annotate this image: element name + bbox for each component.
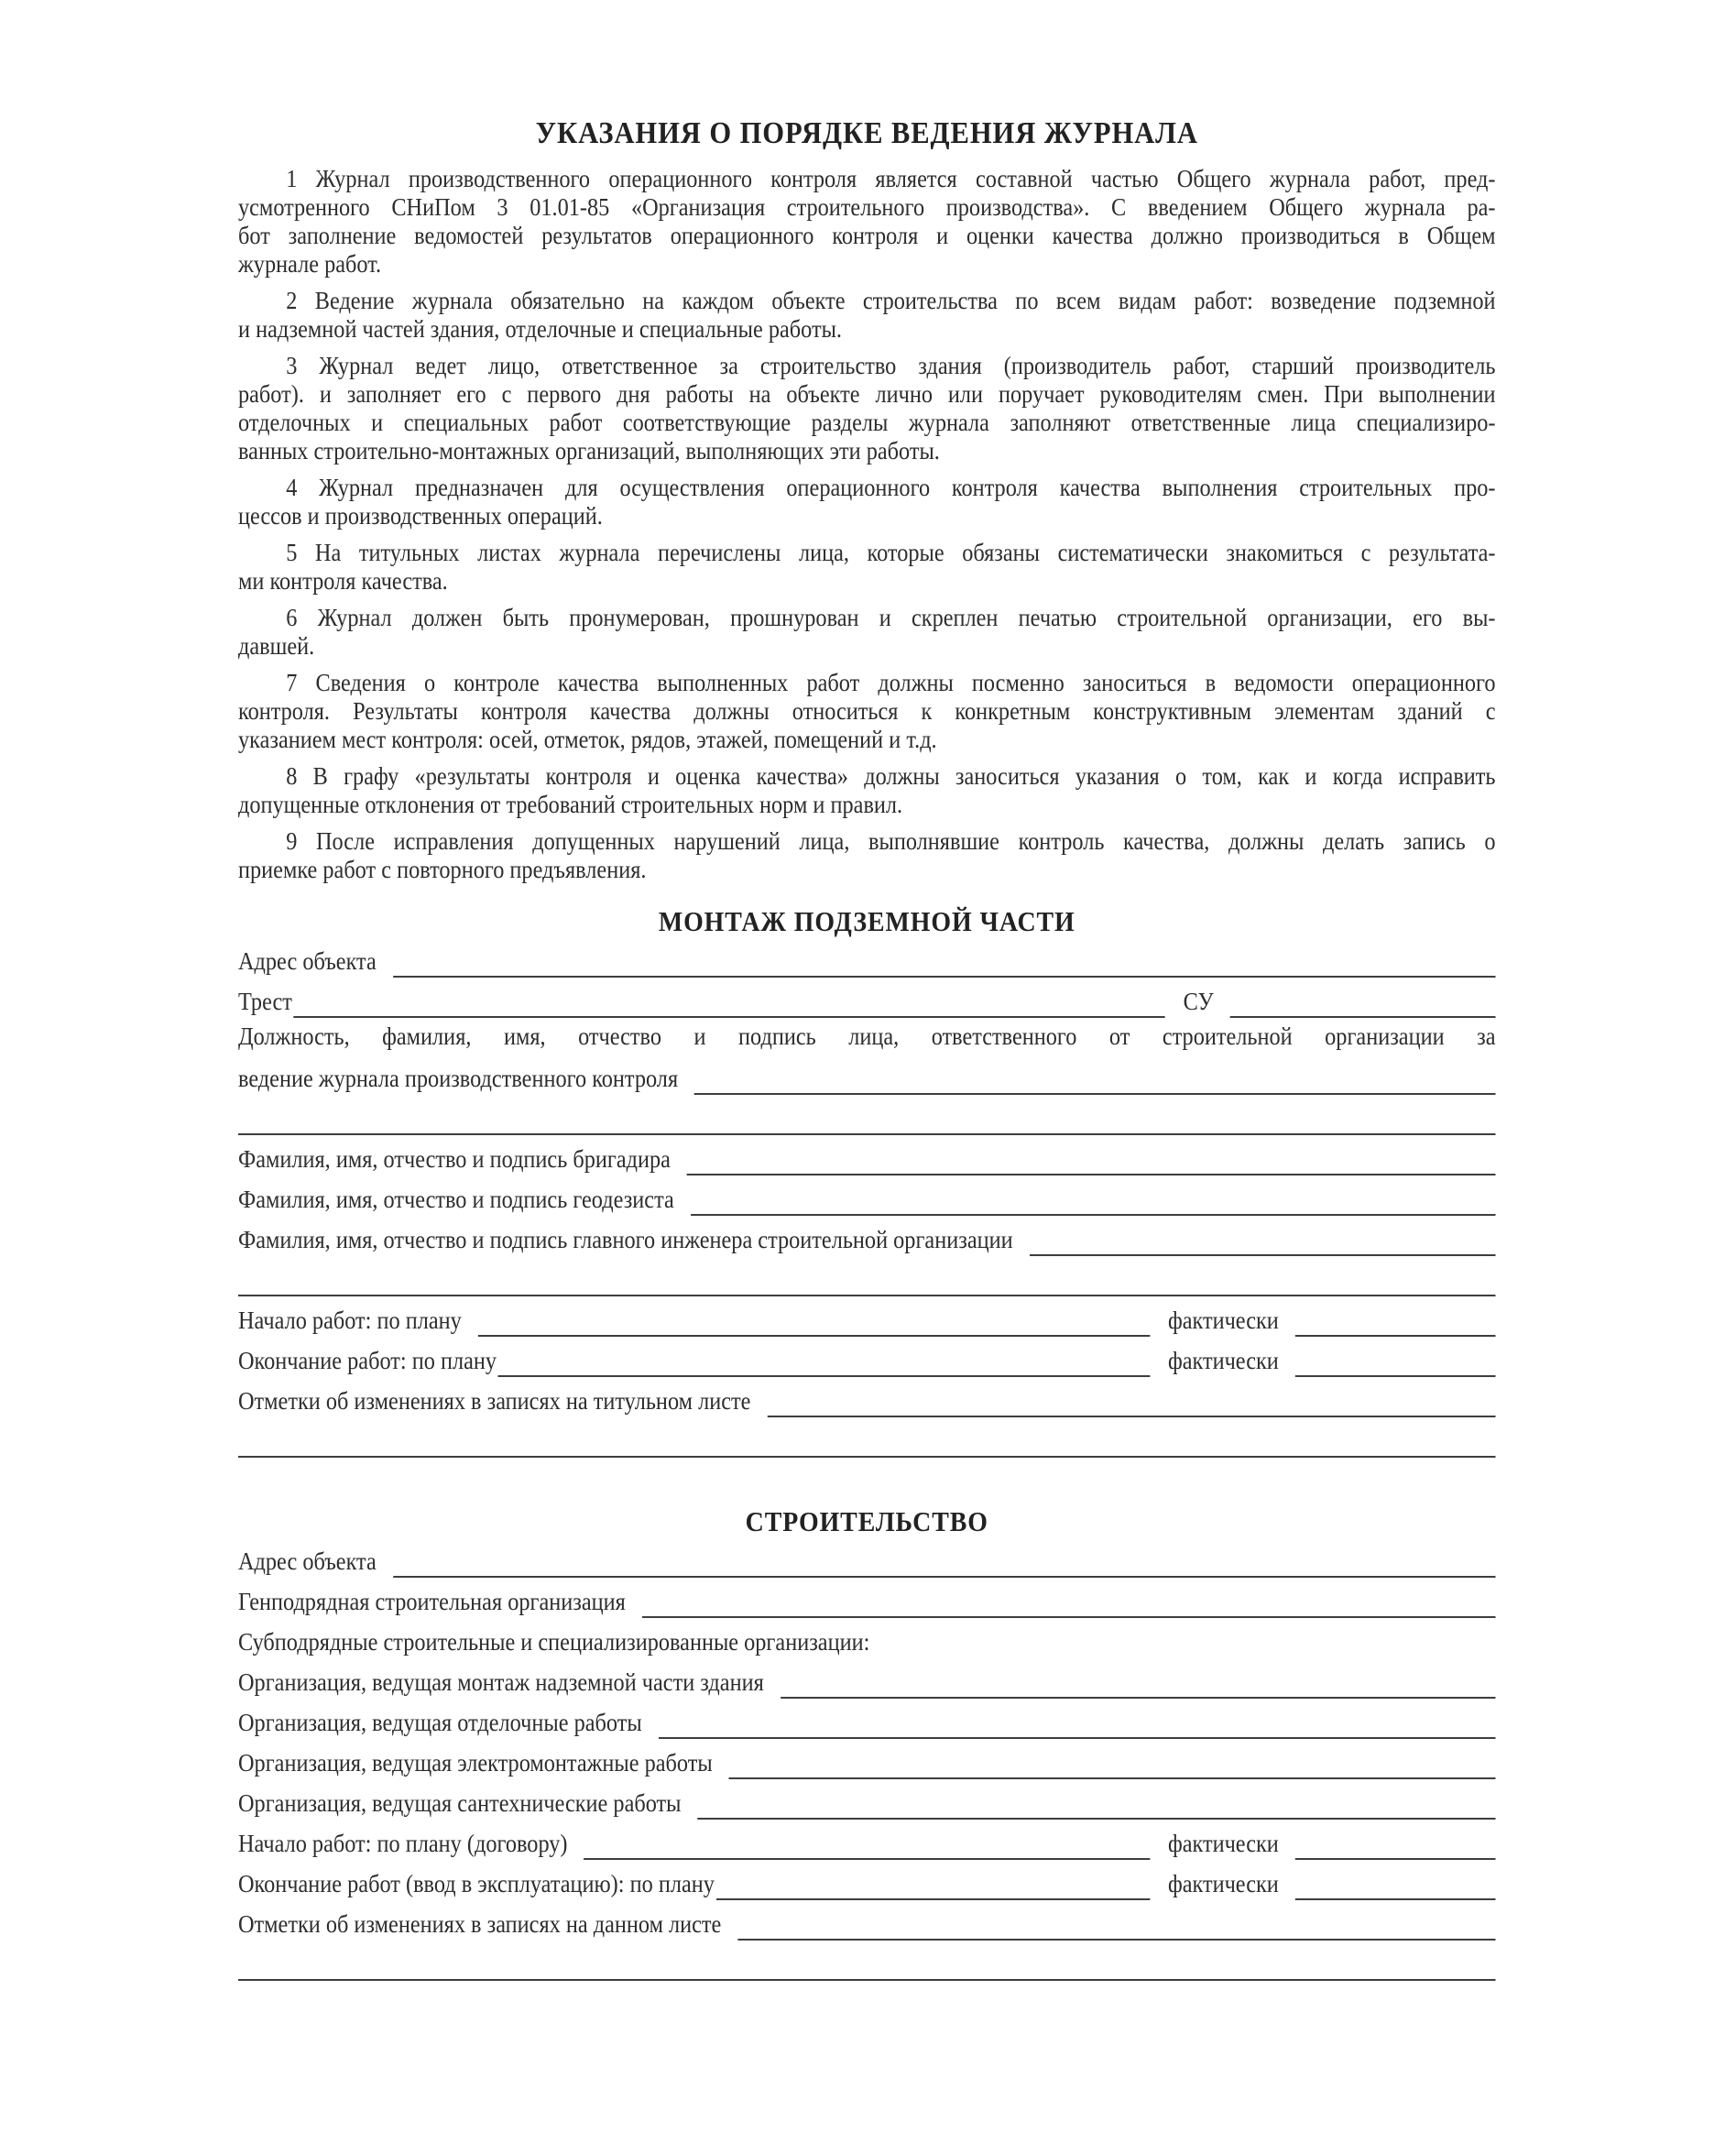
- trust-underline: [294, 989, 1165, 1018]
- paragraph-line: ми контроля качества.: [238, 567, 448, 595]
- paragraph-line: журнале работ.: [238, 250, 382, 278]
- paragraph-line: цессов и производственных операций.: [238, 502, 603, 530]
- form-section: [238, 1506, 1496, 1981]
- paragraph-line: 7 Сведения о контроле качества выполненных работ должны посменно заноситься в ведомости операционного: [286, 669, 1496, 696]
- paragraph-line: 8 В графу «результаты контроля и оценка качества» должны заноситься указания о том, как и когда исправить: [286, 762, 1496, 790]
- electrical-works-org-row: [238, 1739, 1496, 1779]
- electrical-works-org-underline: [729, 1750, 1496, 1779]
- instruction-paragraph: [238, 287, 1496, 344]
- paragraph-line: и надземной частей здания, отделочные и специальные работы.: [238, 315, 842, 343]
- foreman-signature-label: Фамилия, имя, отчество и подпись бригадира: [238, 1145, 671, 1173]
- object-address-underline: [393, 948, 1496, 978]
- plumbing-works-org-row: [238, 1779, 1496, 1820]
- journal-control-keeping-label: ведение журнала производственного контроля: [238, 1065, 679, 1092]
- sheet-changes-row: [238, 1900, 1496, 1941]
- paragraph-line: контроля. Результаты контроля качества должны относиться к конкретным конструктивным элементам зданий с: [238, 697, 1496, 725]
- object-address-underline: [393, 1548, 1496, 1578]
- surveyor-signature-row: [238, 1175, 1496, 1216]
- paragraph-line: допущенные отклонения от требований строительных норм и правил.: [238, 791, 903, 818]
- instruction-paragraph: [238, 165, 1496, 279]
- instruction-paragraph: [238, 474, 1496, 530]
- work-end-commissioning-plan-row: [238, 1860, 1496, 1900]
- subcontractors-heading-row: [238, 1618, 1496, 1658]
- paragraph-line: ванных строительно-монтажных организаций, выполняющих эти работы.: [238, 437, 940, 465]
- instruction-paragraph: [238, 827, 1496, 884]
- bottom-rule: [238, 1456, 1496, 1458]
- finishing-works-org-underline: [659, 1710, 1496, 1739]
- work-end-actual-label: фактически: [1167, 1347, 1279, 1374]
- instruction-paragraph: [238, 669, 1496, 754]
- work-end-actual-label: фактически: [1167, 1870, 1279, 1897]
- plumbing-works-org-label: Организация, ведущая сантехнические работы: [238, 1789, 682, 1817]
- chief-engineer-signature-label: Фамилия, имя, отчество и подпись главного инженера строительной организации: [238, 1226, 1013, 1253]
- chief-engineer-signature-underline: [1030, 1227, 1496, 1256]
- work-start-actual-underline: [1295, 1831, 1496, 1860]
- work-start-plan-row: [238, 1296, 1496, 1337]
- foreman-signature-underline: [687, 1146, 1496, 1175]
- paragraph-line: 5 На титульных листах журнала перечислены лица, которые обязаны систематически знакомиться с результата-: [286, 539, 1496, 566]
- finishing-works-org-label: Организация, ведущая отделочные работы: [238, 1709, 642, 1736]
- title-page-changes-label: Отметки об изменениях в записях на титульном листе: [238, 1387, 751, 1415]
- general-contractor-org-label: Генподрядная строительная организация: [238, 1588, 626, 1615]
- instruction-paragraph: [238, 762, 1496, 819]
- section-title: МОНТАЖ ПОДЗЕМНОЙ ЧАСТИ: [658, 905, 1075, 937]
- title-page-changes-underline: [767, 1388, 1495, 1417]
- work-start-plan-contract-row: [238, 1820, 1496, 1860]
- object-address-row: [238, 937, 1496, 978]
- work-end-actual-underline: [1295, 1871, 1496, 1900]
- object-address-label: Адрес объекта: [238, 947, 377, 975]
- journal-control-keeping-underline: [694, 1066, 1495, 1095]
- instructions: [238, 165, 1496, 884]
- work-end-commissioning-plan-label: Окончание работ (ввод в эксплуатацию): по плану: [238, 1870, 715, 1897]
- work-end-commissioning-plan-underline: [716, 1871, 1150, 1900]
- work-start-actual-underline: [1295, 1307, 1496, 1337]
- form-sections: [238, 906, 1496, 1981]
- su-underline: [1230, 989, 1496, 1018]
- paragraph-line: отделочных и специальных работ соответствующие разделы журнала заполняют ответственные лица специализиро-: [238, 409, 1496, 436]
- work-start-actual-label: фактически: [1167, 1307, 1279, 1334]
- work-start-actual-label: фактически: [1167, 1830, 1279, 1857]
- work-end-plan-row: [238, 1337, 1496, 1377]
- paragraph-line: 3 Журнал ведет лицо, ответственное за строительство здания (производитель работ, старший производитель: [286, 352, 1496, 379]
- work-end-actual-underline: [1295, 1348, 1496, 1377]
- paragraph-line: 4 Журнал предназначен для осуществления операционного контроля качества выполнения строительных про-: [286, 474, 1496, 501]
- responsible-person-line: Должность, фамилия, имя, отчество и подпись лица, ответственного от строительной организации за: [238, 1022, 1496, 1050]
- journal-control-keeping-row: [238, 1055, 1496, 1095]
- title-page-changes-row: [238, 1377, 1496, 1417]
- sheet-changes-label: Отметки об изменениях в записях на данном листе: [238, 1910, 722, 1938]
- paragraph-line: 1 Журнал производственного операционного контроля является составной частью Общего журнала работ, пред-: [286, 165, 1496, 192]
- bottom-rule: [238, 1979, 1496, 1981]
- electrical-works-org-label: Организация, ведущая электромонтажные работы: [238, 1749, 713, 1777]
- chief-engineer-signature-row: [238, 1216, 1496, 1256]
- above-ground-installation-org-row: [238, 1658, 1496, 1699]
- work-start-plan-label: Начало работ: по плану: [238, 1307, 462, 1334]
- paragraph-line: давшей.: [238, 632, 315, 660]
- finishing-works-org-row: [238, 1699, 1496, 1739]
- work-start-plan-contract-label: Начало работ: по плану (договору): [238, 1830, 568, 1857]
- work-end-plan-label: Окончание работ: по плану: [238, 1347, 497, 1374]
- paragraph-line: 2 Ведение журнала обязательно на каждом объекте строительства по всем видам работ: возведение подземной: [286, 287, 1496, 314]
- foreman-signature-row: [238, 1135, 1496, 1175]
- paragraph-line: указанием мест контроля: осей, отметок, рядов, этажей, помещений и т.д.: [238, 726, 937, 753]
- plumbing-works-org-underline: [697, 1790, 1495, 1820]
- paragraph-line: бот заполнение ведомостей результатов операционного контроля и оценки качества должно производиться в Общем: [238, 222, 1496, 249]
- surveyor-signature-label: Фамилия, имя, отчество и подпись геодезиста: [238, 1186, 674, 1213]
- instruction-paragraph: [238, 352, 1496, 465]
- instruction-paragraph: [238, 539, 1496, 596]
- paragraph-line: 6 Журнал должен быть пронумерован, прошнурован и скреплен печатью строительной организации, его вы-: [286, 604, 1496, 631]
- general-contractor-org-underline: [642, 1589, 1496, 1618]
- trust-row: [238, 978, 1496, 1018]
- page-title: УКАЗАНИЯ О ПОРЯДКЕ ВЕДЕНИЯ ЖУРНАЛА: [535, 116, 1198, 150]
- sheet-changes-underline: [737, 1911, 1495, 1941]
- object-address-row: [238, 1537, 1496, 1578]
- instruction-paragraph: [238, 604, 1496, 661]
- surveyor-signature-underline: [691, 1186, 1496, 1216]
- subcontractors-heading-label: Субподрядные строительные и специализированные организации:: [238, 1628, 870, 1656]
- document-content: [238, 0, 1496, 1981]
- work-end-plan-underline: [498, 1348, 1150, 1377]
- form-section: [238, 906, 1496, 1458]
- section-title: СТРОИТЕЛЬСТВО: [745, 1505, 988, 1537]
- paragraph-line: работ). и заполняет его с первого дня работы на объекте лично или поручает руководителям смен. При выполнении: [238, 380, 1496, 408]
- work-start-plan-underline: [478, 1307, 1150, 1337]
- work-start-plan-contract-underline: [584, 1831, 1151, 1860]
- paragraph-line: усмотренного СНиПом 3 01.01-85 «Организация строительного производства». С введением Общего журнала ра-: [238, 193, 1496, 221]
- trust-label: Трест: [238, 988, 292, 1015]
- object-address-label: Адрес объекта: [238, 1547, 377, 1575]
- su-label: СУ: [1183, 988, 1214, 1015]
- general-contractor-org-row: [238, 1578, 1496, 1618]
- paragraph-line: приемке работ с повторного предъявления.: [238, 856, 647, 883]
- above-ground-installation-org-label: Организация, ведущая монтаж надземной части здания: [238, 1668, 764, 1696]
- above-ground-installation-org-underline: [781, 1669, 1496, 1699]
- paragraph-line: 9 После исправления допущенных нарушений лица, выполнявшие контроль качества, должны делать запись о: [286, 827, 1496, 855]
